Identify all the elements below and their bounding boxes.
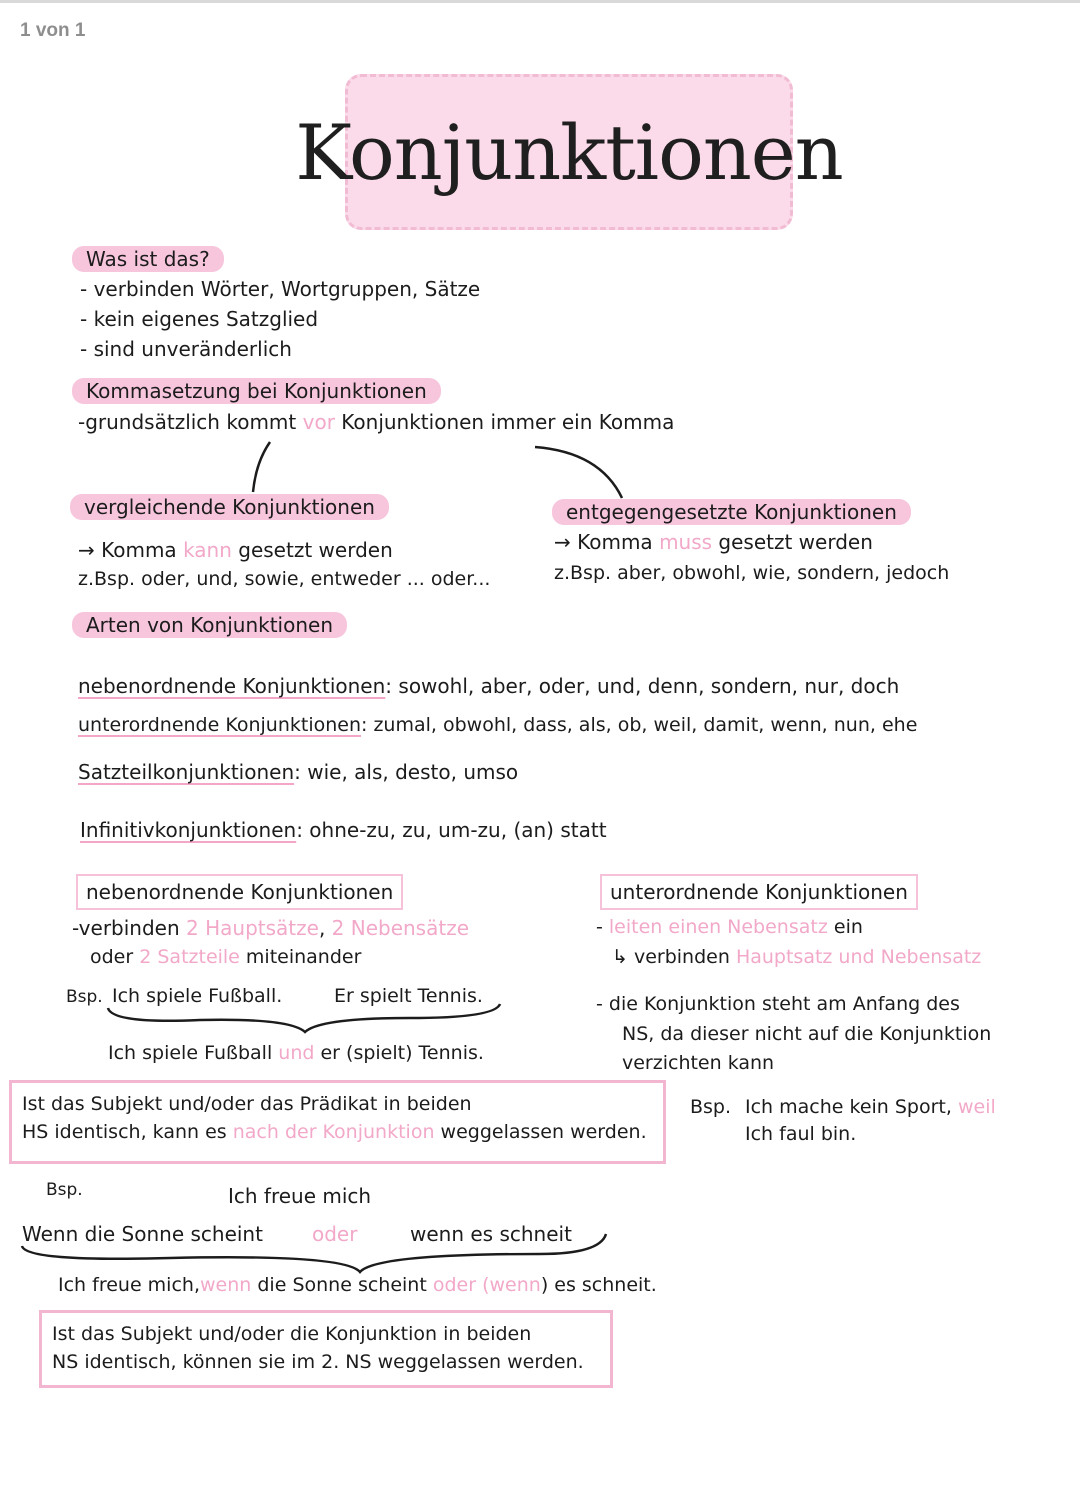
- rule-line: HS identisch, kann es nach der Konjunktion weggelassen werden.: [22, 1121, 647, 1143]
- title-box: [295, 74, 843, 230]
- vergleichende-line: → Komma kann gesetzt werden: [78, 538, 393, 562]
- rule-line: Ist das Subjekt und/oder die Konjunktion in beiden: [52, 1323, 532, 1345]
- arten-row: unterordnende Konjunktionen: zumal, obwohl, dass, als, ob, weil, damit, wenn, nun, ehe: [78, 714, 918, 736]
- unterordnende-line: verzichten kann: [622, 1052, 775, 1074]
- rule-line: NS identisch, können sie im 2. NS weggelassen werden.: [52, 1351, 584, 1373]
- was-ist-das-heading: Was ist das?: [72, 246, 224, 272]
- vergleichende-heading: vergleichende Konjunktionen: [70, 494, 389, 520]
- rule-line: Ist das Subjekt und/oder das Prädikat in beiden: [22, 1093, 472, 1115]
- unterordnende-heading: unterordnende Konjunktionen: [600, 874, 918, 910]
- branch-line-right: [535, 447, 622, 498]
- brace-example-1: [108, 1004, 500, 1032]
- definition-item: - verbinden Wörter, Wortgruppen, Sätze: [80, 277, 481, 301]
- arten-row: Satzteilkonjunktionen: wie, als, desto, umso: [78, 760, 519, 784]
- example-conjunction: oder: [312, 1222, 358, 1246]
- kommasetzung-rule: -grundsätzlich kommt vor Konjunktionen immer ein Komma: [78, 410, 675, 434]
- example-clause: wenn es schneit: [410, 1222, 572, 1246]
- example-label: Bsp.: [46, 1180, 83, 1200]
- vergleichende-examples: z.Bsp. oder, und, sowie, entweder ... oder...: [78, 568, 491, 590]
- combined-sentence: Ich spiele Fußball und er (spielt) Tennis.: [108, 1042, 484, 1064]
- example-label: Bsp.: [66, 987, 103, 1007]
- arten-row: nebenordnende Konjunktionen: sowohl, aber, oder, und, denn, sondern, nur, doch: [78, 674, 900, 698]
- unterordnende-line: NS, da dieser nicht auf die Konjunktion: [622, 1023, 992, 1045]
- definition-item: - kein eigenes Satzglied: [80, 307, 319, 331]
- page-title: Konjunktionen: [295, 107, 843, 197]
- example-sentence: Ich mache kein Sport, weil: [745, 1096, 996, 1118]
- example-main-clause: Ich freue mich: [228, 1184, 372, 1208]
- combined-sentence: Ich freue mich,wenn die Sonne scheint oder (wenn) es schneit.: [58, 1274, 657, 1296]
- unterordnende-line: ↳ verbinden Hauptsatz und Nebensatz: [612, 946, 982, 968]
- rule-box-hs: [9, 1080, 666, 1164]
- viewer-top-bar: [0, 0, 1080, 3]
- unterordnende-line: - die Konjunktion steht am Anfang des: [596, 993, 960, 1015]
- arten-row: Infinitivkonjunktionen: ohne-zu, zu, um-zu, (an) statt: [80, 818, 607, 842]
- example-sentence: Ich faul bin.: [745, 1123, 857, 1145]
- definition-item: - sind unveränderlich: [80, 337, 292, 361]
- arten-heading: Arten von Konjunktionen: [72, 612, 347, 638]
- nebenordnende-heading: nebenordnende Konjunktionen: [76, 874, 403, 910]
- unterordnende-line: - leiten einen Nebensatz ein: [596, 916, 863, 938]
- entgegengesetzte-line: → Komma muss gesetzt werden: [554, 530, 873, 554]
- branch-line-left: [253, 442, 270, 492]
- entgegengesetzte-examples: z.Bsp. aber, obwohl, wie, sondern, jedoch: [554, 562, 950, 584]
- page-counter: 1 von 1: [20, 20, 86, 41]
- entgegengesetzte-heading: entgegengesetzte Konjunktionen: [552, 499, 911, 525]
- example-clause: Wenn die Sonne scheint: [22, 1222, 263, 1246]
- nebenordnende-line: oder 2 Satzteile miteinander: [90, 946, 362, 968]
- example-sentence: Ich spiele Fußball.: [112, 985, 283, 1007]
- example-sentence: Er spielt Tennis.: [334, 985, 483, 1007]
- example-label: Bsp.: [690, 1096, 732, 1118]
- nebenordnende-line: -verbinden 2 Hauptsätze, 2 Nebensätze: [72, 916, 469, 940]
- kommasetzung-heading: Kommasetzung bei Konjunktionen: [72, 378, 441, 404]
- rule-box-ns: [39, 1310, 613, 1388]
